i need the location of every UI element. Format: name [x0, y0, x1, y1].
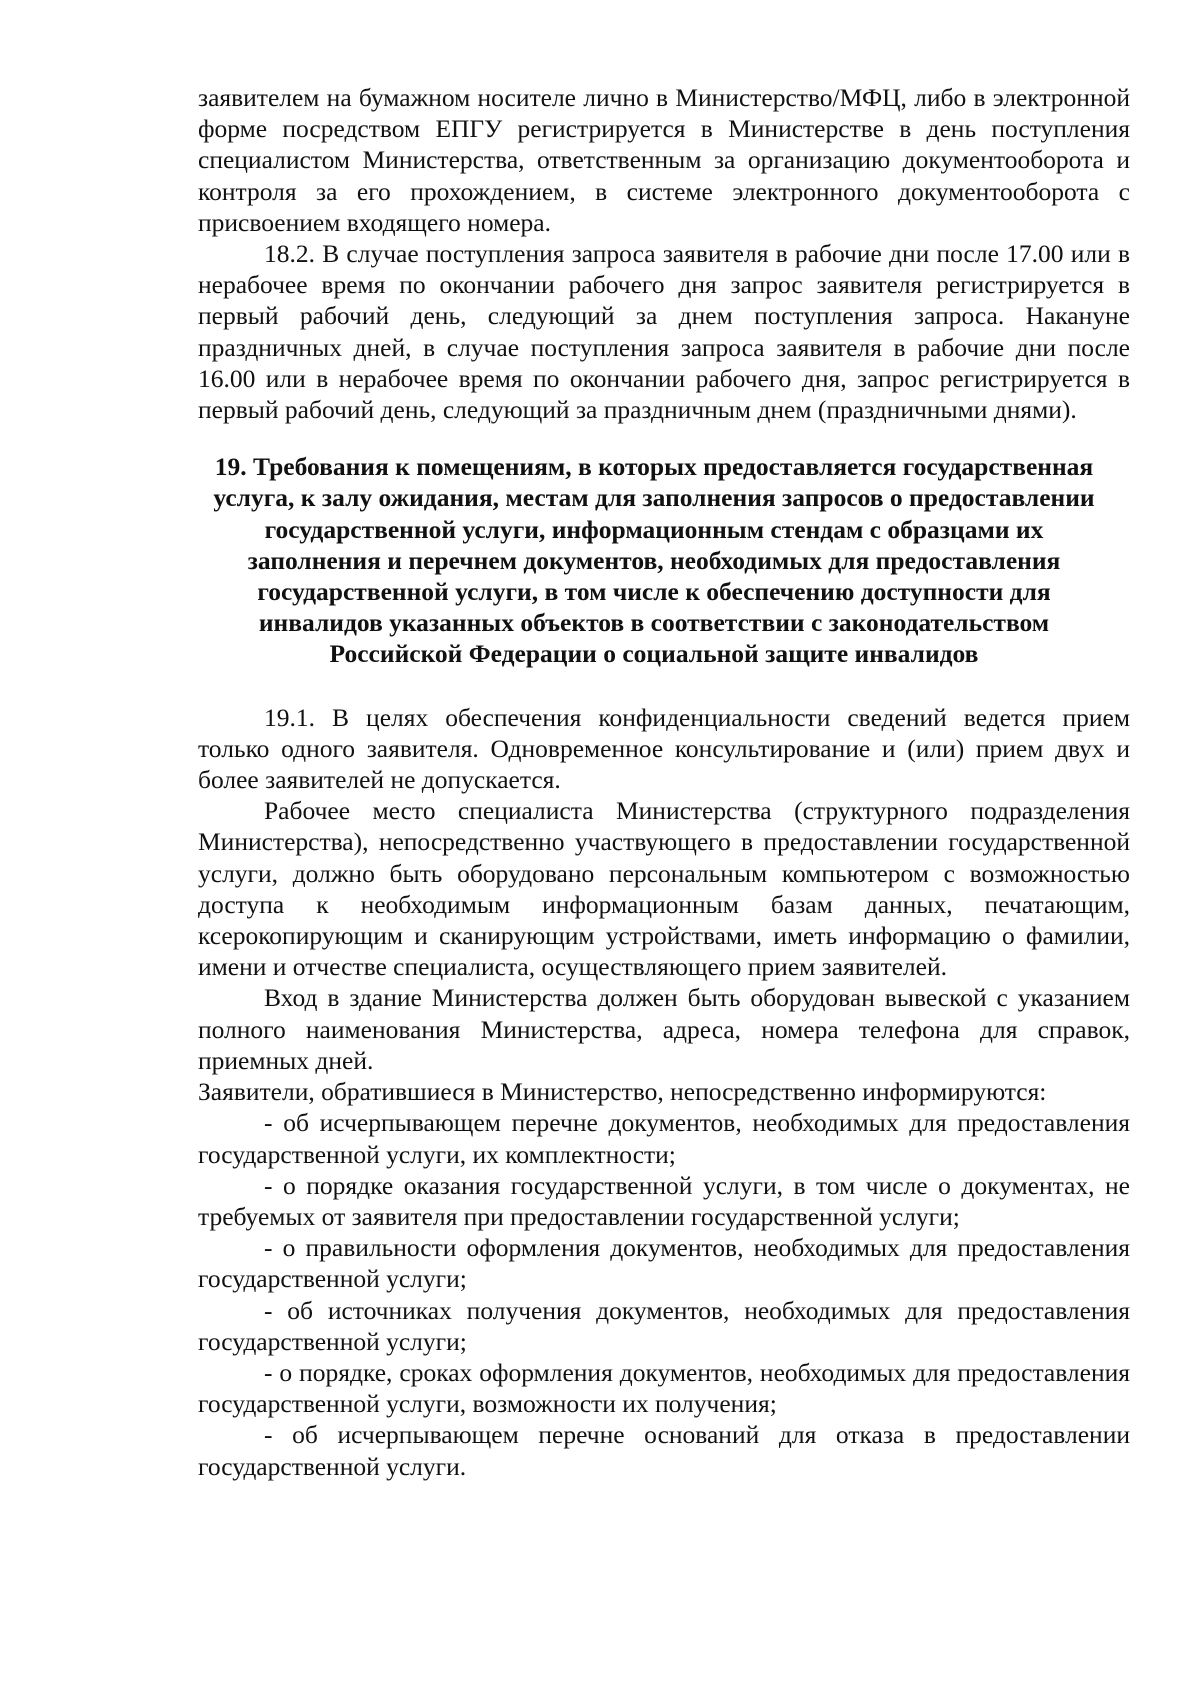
- list-item: - о правильности оформления документов, необходимых для предоставления государственной услуги;: [198, 1233, 1130, 1294]
- list-item: - об источниках получения документов, необходимых для предоставления государственной услуги;: [198, 1295, 1130, 1356]
- paragraph-19-1: 19.1. В целях обеспечения конфиденциальности сведений ведется прием только одного заявителя. Одновременное консультирование и (или) прием двух и более заявителей не допускается.: [198, 702, 1130, 795]
- paragraph-18-2: 18.2. В случае поступления запроса заявителя в рабочие дни после 17.00 или в нерабочее время по окончании рабочего дня запрос заявителя регистрируется в первый рабочий день, следующий за днем поступления запроса. Накануне праздничных дней, в случае поступления запроса заявителя в рабочие дни после 16.00 или в нерабочее время по окончании рабочего дня, запрос регистрируется в первый рабочий день, следующий за праздничным днем (праздничными днями).: [198, 239, 1130, 425]
- paragraph-entrance: Вход в здание Министерства должен быть оборудован вывеской с указанием полного наименования Министерства, адреса, номера телефона для справок, приемных дней.: [198, 983, 1130, 1075]
- section-heading-19: 19. Требования к помещениям, в которых предоставляется государственная услуга, к залу ожидания, местам для заполнения запросов о предоставлении государственной услуги, информационным стендам с образцами их заполнения и перечнем документов, необходимых для предоставления государственной услуги, в том числе к обеспечению доступности для инвалидов указанных объектов в соответствии с законодательством Российской Федерации о социальной защите инвалидов: [213, 452, 1095, 669]
- list-item: - об исчерпывающем перечне оснований для отказа в предоставлении государственной услуги.: [198, 1420, 1130, 1481]
- list-item: - об исчерпывающем перечне документов, необходимых для предоставления государственной услуги, их комплектности;: [198, 1108, 1130, 1169]
- paragraph-inform-intro: Заявители, обратившиеся в Министерство, непосредственно информируются:: [198, 1077, 1047, 1107]
- paragraph-continuation: заявителем на бумажном носителе лично в Министерство/МФЦ, либо в электронной форме посредством ЕПГУ регистрируется в Министерстве в день поступления специалистом Министерства, ответственным за организацию документооборота и контроля за его прохождением, в системе электронного документооборота с присвоением входящего номера.: [198, 83, 1130, 237]
- list-item: - о порядке, сроках оформления документов, необходимых для предоставления государственной услуги, возможности их получения;: [198, 1357, 1130, 1419]
- paragraph-workplace: Рабочее место специалиста Министерства (структурного подразделения Министерства), непосредственно участвующего в предоставлении государственной услуги, должно быть оборудовано персональным компьютером с возможностью доступа к необходимым информационным базам данных, печатающим, ксерокопирующим и сканирующим устройствами, иметь информацию о фамилии, имени и отчестве специалиста, осуществляющего прием заявителей.: [198, 796, 1130, 982]
- list-item: - о порядке оказания государственной услуги, в том числе о документах, не требуемых от заявителя при предоставлении государственной услуги;: [198, 1170, 1130, 1231]
- document-page: [198, 82, 1130, 1482]
